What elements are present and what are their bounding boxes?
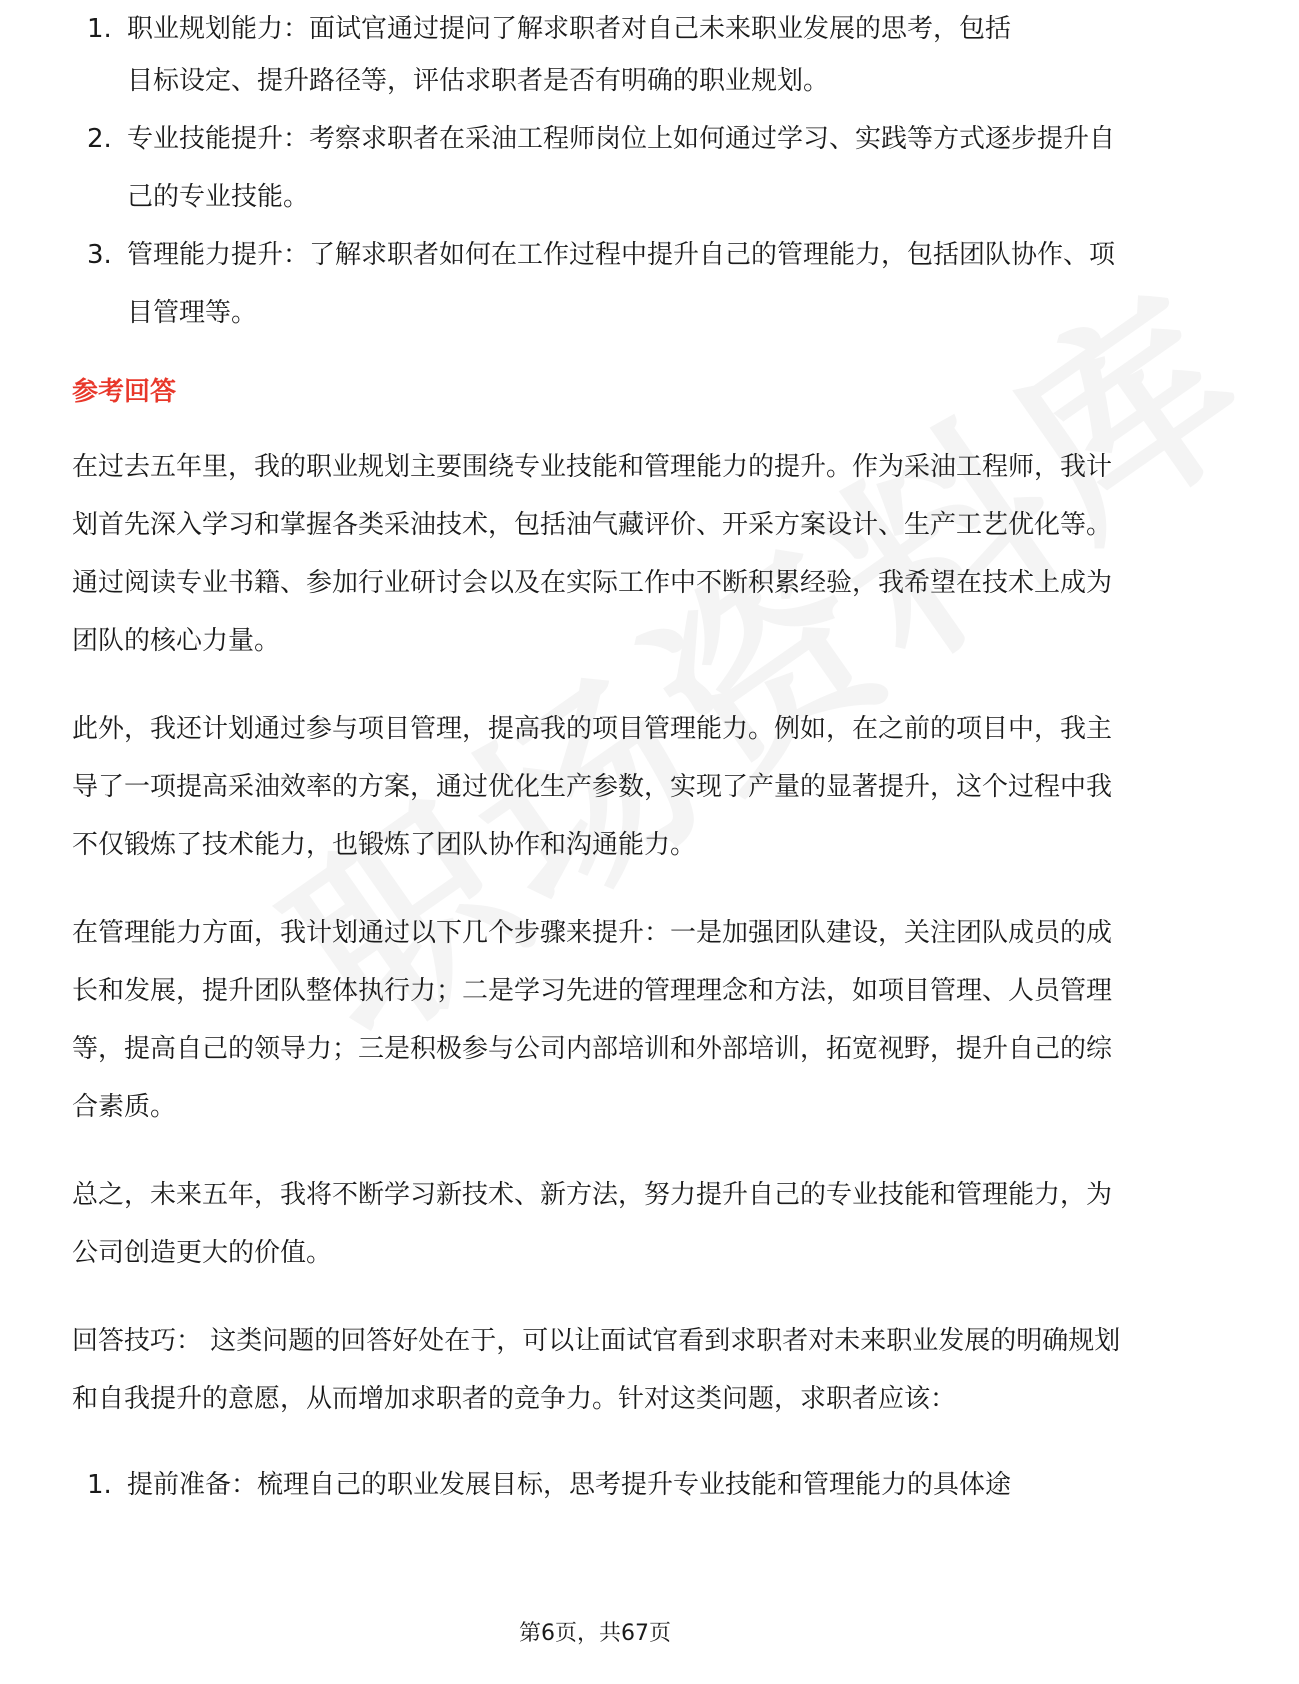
list-item	[72, 1456, 1132, 1514]
clipped-line	[87, 14, 1132, 52]
page-content	[72, 14, 1132, 1514]
list-item	[72, 110, 1132, 226]
answer-paragraph: 总之，未来五年，我将不断学习新技术、新方法，努力提升自己的专业技能和管理能力，为公司创造更大的价值。	[72, 1180, 1113, 1268]
answer-paragraph: 此外，我还计划通过参与项目管理，提高我的项目管理能力。例如，在之前的项目中，我主导了一项提高采油效率的方案，通过优化生产参数，实现了产量的显著提升，这个过程中我不仅锻炼了技术能力，也锻炼了团队协作和沟通能力。	[72, 714, 1113, 860]
list-number: 2.	[87, 124, 112, 154]
list-text-line1: 职业规划能力：面试官通过提问了解求职者对自己未来职业发展的思考，包括	[127, 14, 1012, 44]
list-number: 3.	[87, 240, 112, 270]
list-text: 管理能力提升：了解求职者如何在工作过程中提升自己的管理能力，包括团队协作、项目管理等。	[127, 240, 1116, 328]
answer-paragraph: 在管理能力方面，我计划通过以下几个步骤来提升：一是加强团队建设，关注团队成员的成长和发展，提升团队整体执行力；二是学习先进的管理理念和方法，如项目管理、人员管理等，提高自己的领导力；三是积极参与公司内部培训和外部培训，拓宽视野，提升自己的综合素质。	[72, 918, 1113, 1122]
list-item	[72, 226, 1132, 342]
section-heading: 参考回答	[72, 377, 177, 407]
answer-paragraph: 在过去五年里，我的职业规划主要围绕专业技能和管理能力的提升。作为采油工程师，我计划首先深入学习和掌握各类采油技术，包括油气藏评价、开采方案设计、生产工艺优化等。通过阅读专业书籍、参加行业研讨会以及在实际工作中不断积累经验，我希望在技术上成为团队的核心力量。	[72, 452, 1113, 656]
list-text: 专业技能提升：考察求职者在采油工程师岗位上如何通过学习、实践等方式逐步提升自己的专业技能。	[127, 124, 1116, 212]
list-number: 1.	[87, 14, 112, 44]
list-text: 提前准备：梳理自己的职业发展目标，思考提升专业技能和管理能力的具体途	[127, 1470, 1012, 1500]
bottom-list	[72, 1456, 1132, 1514]
answer-tip: 回答技巧： 这类问题的回答好处在于，可以让面试官看到求职者对未来职业发展的明确规划和自我提升的意愿，从而增加求职者的竞争力。针对这类问题，求职者应该：	[72, 1326, 1121, 1414]
page-footer: 第6页，共67页	[519, 1621, 671, 1646]
top-list	[72, 14, 1132, 342]
list-number: 1.	[87, 1470, 112, 1500]
list-text-line2: 目标设定、提升路径等，评估求职者是否有明确的职业规划。	[127, 66, 830, 96]
list-item	[72, 14, 1132, 110]
